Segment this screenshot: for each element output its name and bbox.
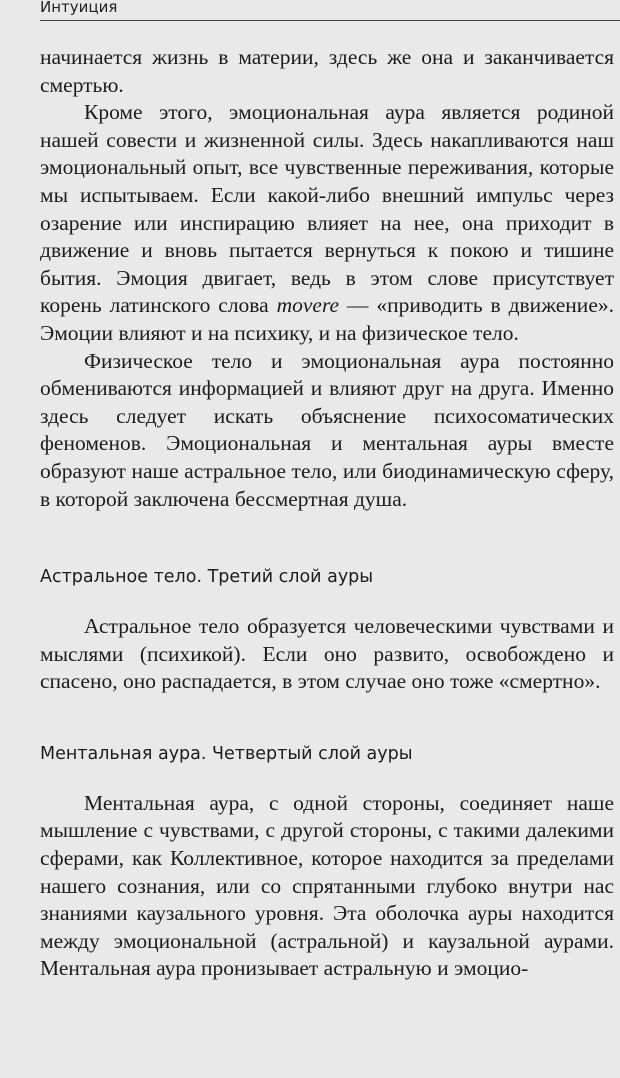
page-body	[40, 44, 614, 983]
spacer	[40, 696, 614, 742]
running-header-title: Интуиция	[40, 0, 118, 16]
spacer	[40, 589, 614, 613]
paragraph-mental-aura: Ментальная аура, с одной стороны, соединяет наше мышление с чувствами, с другой стороны, с такими далекими сферами, как Коллективное, которое находится за пределами нашего сознания, или со спрятанными глубоко внутри нас знаниями каузального уровня. Эта оболочка ауры находится между эмоциональной (астральной) и каузальной аурами. Ментальная аура пронизывает астральную и эмоцио-	[40, 790, 614, 981]
paragraph-emotional-aura	[40, 99, 614, 347]
section-heading-mental: Ментальная аура. Четвертый слой ауры	[40, 743, 413, 764]
spacer	[40, 513, 614, 565]
paragraph-physical-body: Физическое тело и эмоциональная аура постоянно обмениваются информацией и влияют друг на друга. Именно здесь следует искать объяснение психосоматических феноменов. Эмоциональная и ментальная ауры вместе образуют наше астральное тело, или биодинамическую сферу, в которой заключена бессмертная душа.	[40, 348, 614, 511]
paragraph-text: — «приводить в движение». Эмоции влияют и на психику, и на физическое тело.	[40, 293, 614, 345]
section-heading-astral: Астральное тело. Третий слой ауры	[40, 567, 374, 588]
paragraph-text: Кроме этого, эмоциональная аура является родиной нашей совести и жизненной силы. Здесь накапливаются наш эмоциональный опыт, все чувственные переживания, которые мы испытываем. Если какой-либо внешний импульс через озарение или инспирацию влияет на нее, она приходит в движение и вновь пытается вернуться к покою и тишине бытия. Эмоция двигает, ведь в этом слове присутствует корень латинского слова	[40, 100, 614, 318]
spacer	[40, 766, 614, 790]
latin-word: movere	[276, 293, 340, 318]
running-header	[40, 0, 620, 21]
paragraph-astral-body: Астральное тело образуется человеческими чувствами и мыслями (психикой). Если оно развито, освобождено и спасено, оно распадается, в этом случае оно тоже «смертно».	[40, 614, 614, 694]
paragraph-continued: начинается жизнь в материи, здесь же она и заканчивается смертью.	[40, 45, 614, 97]
